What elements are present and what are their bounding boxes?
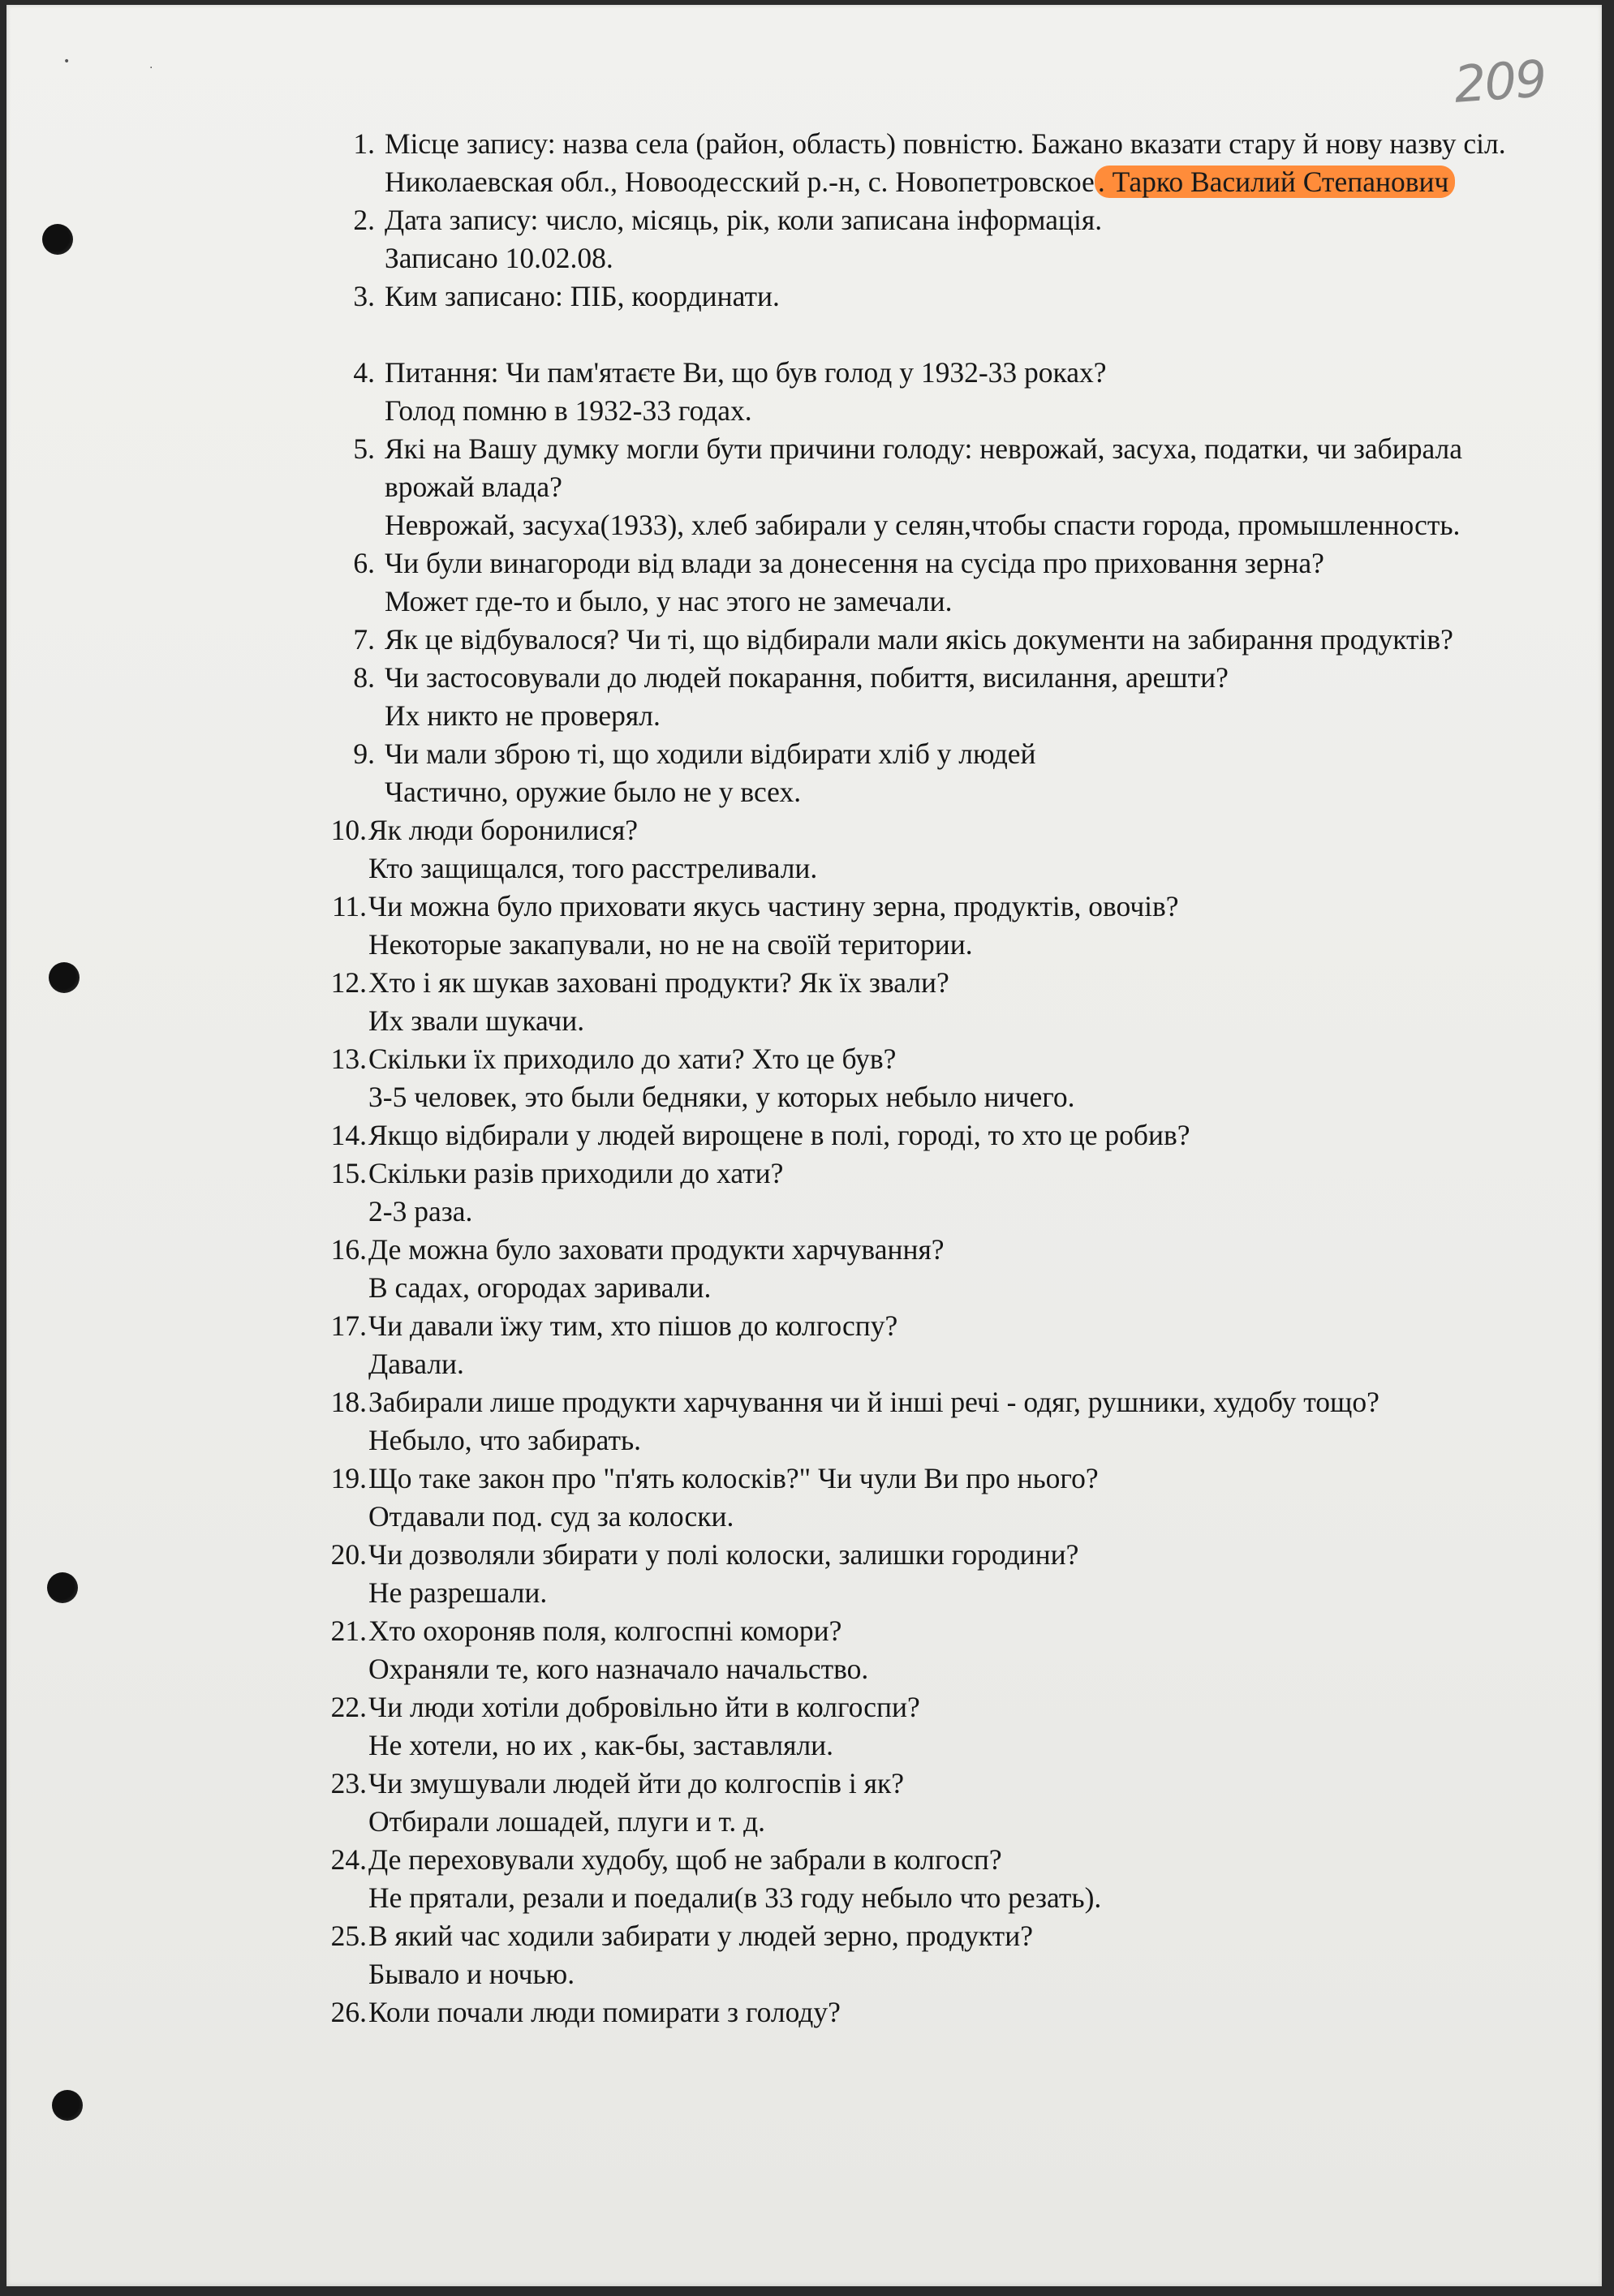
question-text: Ким записано: ПІБ, координати. <box>385 280 780 312</box>
question-item <box>6 1993 1602 2032</box>
question-text: Скільки їх приходило до хати? Хто це був? <box>368 1043 897 1075</box>
question-text: В який час ходили забирати у людей зерно, продукти? <box>368 1920 1033 1952</box>
question-number: 14. <box>330 1119 367 1151</box>
answer-text: Отбирали лошадей, плуги и т. д. <box>368 1805 766 1838</box>
question-text: Що таке закон про "п'ять колосків?" Чи чули Ви про нього? <box>368 1462 1099 1494</box>
question-item <box>6 888 1602 964</box>
answer-text: Не хотели, но их , как-бы, заставляли. <box>368 1729 834 1761</box>
question-item <box>6 430 1602 544</box>
question-number: 21. <box>330 1615 367 1647</box>
question-text: Хто охороняв поля, колгоспні комори? <box>368 1615 842 1647</box>
answer-text: В садах, огородах заривали. <box>368 1271 712 1304</box>
question-item <box>6 1536 1602 1612</box>
question-text: Дата запису: число, місяць, рік, коли записана інформація. <box>385 204 1103 236</box>
question-number: 2. <box>353 204 375 236</box>
question-item <box>6 811 1602 888</box>
question-text: Чи люди хотіли добровільно йти в колгоспи? <box>368 1691 920 1723</box>
question-number: 8. <box>353 661 375 694</box>
question-text: Чи можна було приховати якусь частину зерна, продуктів, овочів? <box>368 890 1179 922</box>
question-number: 11. <box>331 890 367 922</box>
punch-hole <box>52 2090 83 2121</box>
question-item <box>6 1765 1602 1841</box>
question-text: Коли почали люди помирати з голоду? <box>368 1996 841 2028</box>
answer-text: 3-5 человек, это были бедняки, у которых небыло ничего. <box>368 1081 1075 1113</box>
question-text: Де можна було заховати продукти харчування? <box>368 1233 945 1266</box>
answer-text: Неврожай, засуха(1933), хлеб забирали у селян,чтобы спасти города, промышленность. <box>385 509 1461 541</box>
scan-speck: • <box>63 55 71 68</box>
answer-location: Николаевская обл., Новоодесский р.-н, с. Новопетровское <box>385 166 1095 198</box>
question-item <box>6 1154 1602 1231</box>
question-text: Хто і як шукав заховані продукти? Як їх звали? <box>368 966 949 999</box>
question-text: Чи змушували людей йти до колгоспів і як? <box>368 1767 904 1799</box>
scan-speck: · <box>149 62 153 75</box>
answer-text: Бывало и ночью. <box>368 1958 575 1990</box>
question-text: Чи дозволяли збирати у полі колоски, залишки городини? <box>368 1538 1079 1571</box>
question-item <box>6 735 1602 811</box>
question-item <box>6 964 1602 1040</box>
question-item <box>6 1383 1602 1460</box>
question-item <box>6 1612 1602 1688</box>
question-number: 23. <box>330 1767 367 1799</box>
question-item <box>6 1688 1602 1765</box>
question-item <box>6 544 1602 621</box>
highlighted-name: . Тарко Василий Степанович <box>1095 166 1456 198</box>
question-text: Як це відбувалося? Чи ті, що відбирали мали якісь документи на забирання продуктів? <box>385 623 1453 656</box>
question-number: 9. <box>353 737 375 770</box>
question-text: Де переховували худобу, щоб не забрали в колгосп? <box>368 1843 1002 1876</box>
question-text: Скільки разів приходили до хати? <box>368 1157 784 1189</box>
answer-text: Отдавали под. суд за колоски. <box>368 1500 734 1533</box>
question-number: 13. <box>330 1043 367 1075</box>
question-number: 26. <box>330 1996 367 2028</box>
question-item <box>6 1460 1602 1536</box>
question-item <box>6 1116 1602 1154</box>
answer-text: Давали. <box>368 1348 464 1380</box>
answer-text: Записано 10.02.08. <box>385 242 613 274</box>
question-number: 15. <box>330 1157 367 1189</box>
question-number: 3. <box>353 280 375 312</box>
question-text: Чи застосовували до людей покарання, побиття, висилання, арешти? <box>385 661 1229 694</box>
question-text: Місце запису: назва села (район, область) повністю. Бажано вказати стару й нову назву сіл. <box>385 127 1506 160</box>
answer-text: Некоторые закапували, но не на своїй територии. <box>368 928 973 961</box>
question-number: 22. <box>330 1691 367 1723</box>
question-number: 4. <box>353 356 375 389</box>
answer-text: Охраняли те, кого назначало начальство. <box>368 1653 869 1685</box>
question-text: Чи давали їжу тим, хто пішов до колгоспу? <box>368 1309 898 1342</box>
question-text: Питання: Чи пам'ятаєте Ви, що був голод у 1932-33 роках? <box>385 356 1107 389</box>
question-item <box>6 1917 1602 1993</box>
answer-text: Небыло, что забирать. <box>368 1424 642 1456</box>
question-text: Як люди боронилися? <box>368 814 639 846</box>
question-item <box>6 659 1602 735</box>
question-number: 12. <box>330 966 367 999</box>
answer-text: Их звали шукачи. <box>368 1004 585 1037</box>
answer-text: 2-3 раза. <box>368 1195 473 1228</box>
question-text: Якщо відбирали у людей вирощене в полі, городі, то хто це робив? <box>368 1119 1190 1151</box>
question-item <box>6 201 1602 277</box>
question-item <box>6 354 1602 430</box>
page-number: 209 <box>1452 49 1547 114</box>
question-number: 6. <box>353 547 375 579</box>
question-text: Які на Вашу думку могли бути причини голоду: неврожай, засуха, податки, чи забирала врожай влада? <box>385 432 1462 503</box>
question-number: 19. <box>330 1462 367 1494</box>
question-item <box>6 621 1602 659</box>
question-text: Чи мали зброю ті, що ходили відбирати хліб у людей <box>385 737 1036 770</box>
question-number: 24. <box>330 1843 367 1876</box>
answer-text: Не разрешали. <box>368 1576 548 1609</box>
answer-text <box>385 163 1521 201</box>
question-text: Чи були винагороди від влади за донесення на сусіда про приховання зерна? <box>385 547 1324 579</box>
question-number: 1. <box>353 127 375 160</box>
answer-text: Кто защищался, того расстреливали. <box>368 852 818 884</box>
question-number: 25. <box>330 1920 367 1952</box>
answer-text: Не прятали, резали и поедали(в 33 году небыло что резать). <box>368 1881 1102 1914</box>
answer-text: Их никто не проверял. <box>385 699 661 732</box>
answer-text: Частично, оружие было не у всех. <box>385 776 802 808</box>
question-number: 5. <box>353 432 375 465</box>
answer-text: Голод помню в 1932-33 годах. <box>385 394 752 427</box>
question-item <box>6 277 1602 316</box>
question-item <box>6 1231 1602 1307</box>
question-number: 20. <box>330 1538 367 1571</box>
question-number: 18. <box>330 1386 367 1418</box>
answer-text: Может где-то и было, у нас этого не замечали. <box>385 585 953 617</box>
question-number: 16. <box>330 1233 367 1266</box>
question-item <box>6 125 1602 201</box>
question-item <box>6 1307 1602 1383</box>
question-text: Забирали лише продукти харчування чи й інші речі - одяг, рушники, худобу тощо? <box>368 1386 1379 1418</box>
questionnaire <box>6 125 1602 2032</box>
question-number: 17. <box>330 1309 367 1342</box>
question-number: 7. <box>353 623 375 656</box>
question-item <box>6 1040 1602 1116</box>
question-number: 10. <box>330 814 367 846</box>
question-item <box>6 1841 1602 1917</box>
document-page <box>6 5 1602 2286</box>
spacer <box>6 316 1602 354</box>
